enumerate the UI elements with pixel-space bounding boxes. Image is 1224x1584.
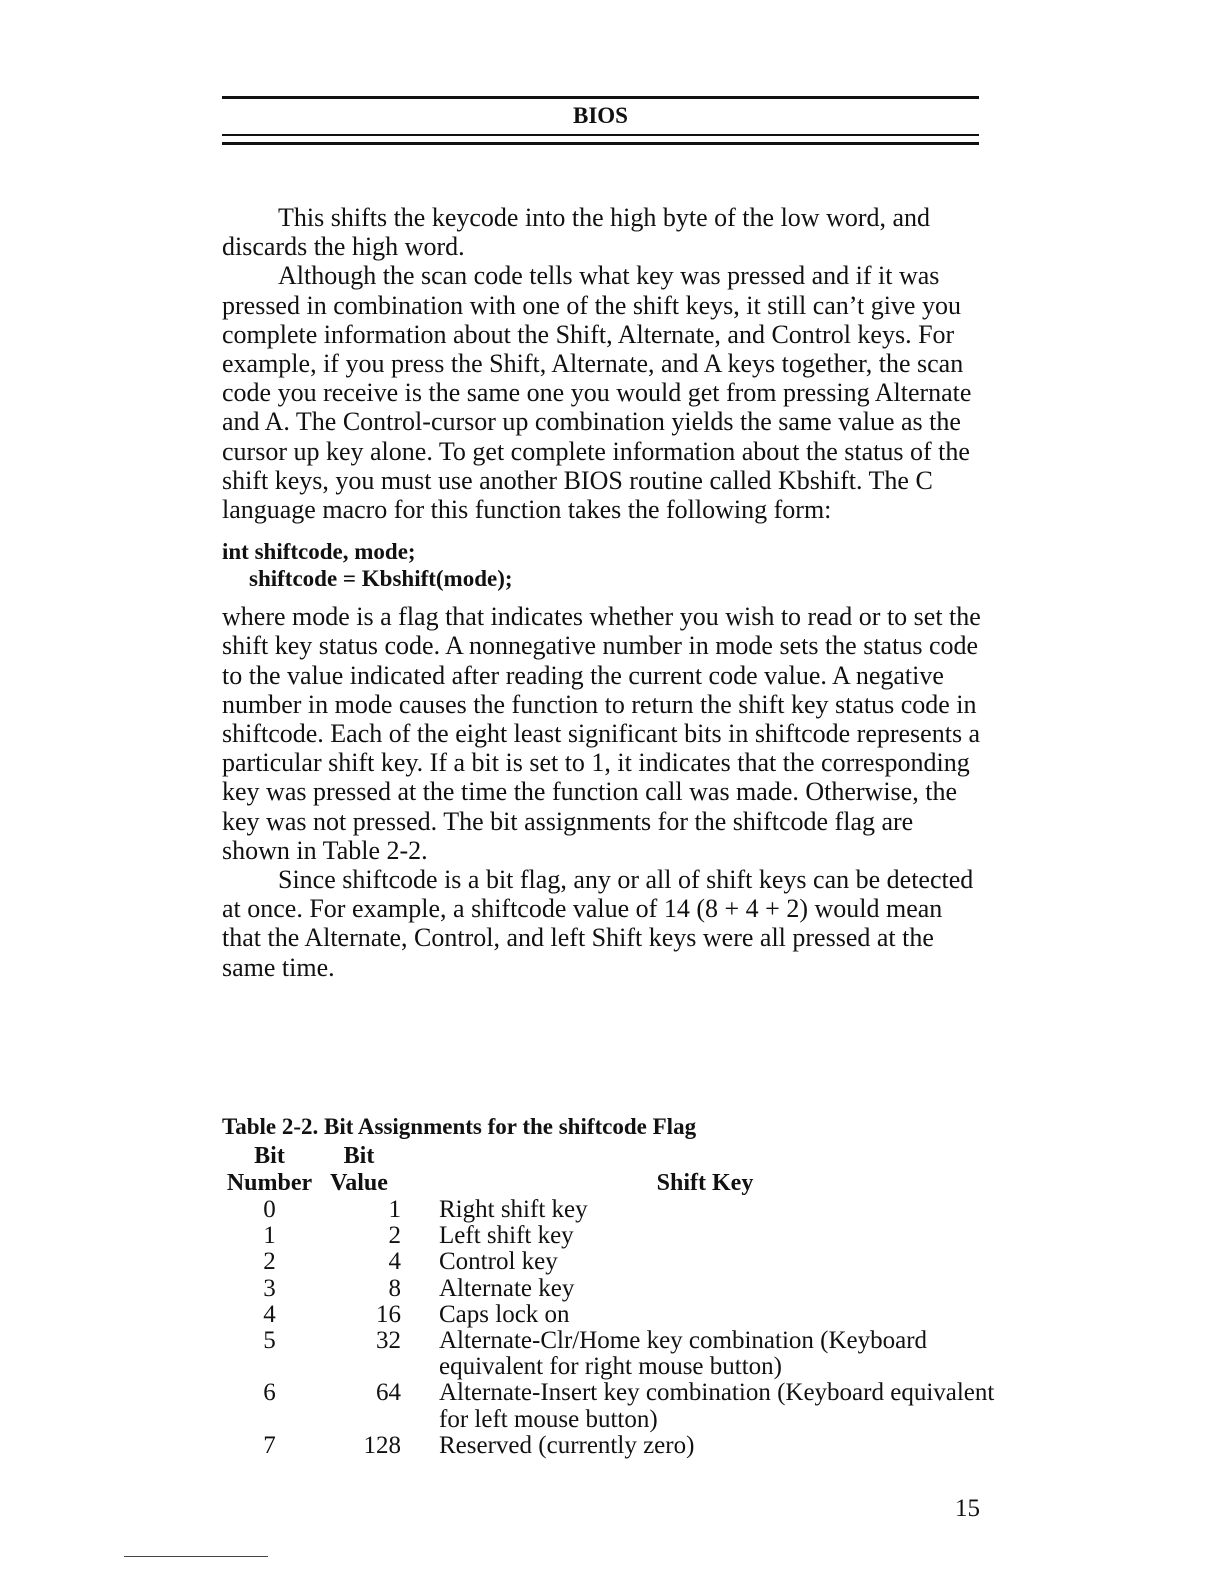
bit-number-cell: 7 — [263, 1431, 276, 1459]
body-text — [222, 203, 982, 982]
bit-value-cell: 16 — [376, 1300, 401, 1328]
header-bit-value — [317, 1143, 411, 1197]
shift-key-cell: Left shift key — [439, 1222, 574, 1250]
table-row — [222, 1197, 999, 1223]
table-row — [222, 1380, 999, 1432]
header-bit-number — [222, 1143, 317, 1197]
shift-key-cell: Alternate-Insert key combination (Keyboard equivalent for left mouse button) — [439, 1379, 995, 1433]
header-shift-key: Shift Key — [656, 1170, 754, 1196]
code-line-call: shiftcode = Kbshift(mode); — [249, 566, 513, 592]
scan-artifact-line — [124, 1556, 268, 1557]
table-header-row — [222, 1143, 999, 1197]
bit-value-cell: 64 — [376, 1379, 401, 1407]
header-rule-double-lower — [222, 142, 979, 145]
header-bit-value-line2: Value — [330, 1170, 388, 1196]
shift-key-cell: Right shift key — [439, 1196, 588, 1223]
header-rule-top — [222, 96, 979, 99]
header-rule-double-upper — [222, 134, 979, 136]
code-block — [222, 538, 982, 592]
table-row — [222, 1433, 999, 1459]
shift-key-cell: Caps lock on — [439, 1300, 570, 1328]
bit-number-cell: 1 — [263, 1222, 276, 1250]
paragraph-3: where mode is a flag that indicates whether you wish to read or to set the shift key status code. A nonnegative number in mode sets the status code to the value indicated after reading the current code value. A negative number in mode causes the function to return the shift key status code in shiftcode. Each of the eight least significant bits in shiftcode represents a particular shift key. If a bit is set to 1, it indicates that the corresponding key was pressed at the time the function call was made. Otherwise, the key was not pressed. The bit assignments for the shiftcode flag are shown in Table 2-2. — [222, 602, 981, 865]
shift-key-cell: Control key — [439, 1248, 558, 1276]
bit-number-cell: 4 — [263, 1300, 276, 1328]
running-head: BIOS — [573, 103, 628, 128]
table-row — [222, 1328, 999, 1380]
table-row — [222, 1223, 999, 1249]
bit-number-cell: 2 — [263, 1248, 276, 1276]
code-line-declaration: int shiftcode, mode; — [222, 539, 416, 565]
header-bit-number-line2: Number — [226, 1170, 313, 1196]
shift-key-cell: Alternate key — [439, 1274, 575, 1302]
table-row — [222, 1302, 999, 1328]
bit-number-cell: 0 — [263, 1196, 276, 1223]
bit-number-cell: 6 — [263, 1379, 276, 1407]
header-bit-value-line1: Bit — [343, 1143, 375, 1169]
bit-number-cell: 5 — [263, 1327, 276, 1355]
shift-key-cell: Alternate-Clr/Home key combination (Keyboard equivalent for right mouse button) — [439, 1327, 928, 1381]
table-row — [222, 1249, 999, 1275]
bit-value-cell: 1 — [388, 1196, 401, 1223]
page-number: 15 — [955, 1495, 980, 1522]
bit-assignment-table — [222, 1143, 999, 1459]
bit-value-cell: 128 — [363, 1431, 401, 1459]
paragraph-1: This shifts the keycode into the high byte of the low word, and discards the high word. — [222, 203, 931, 262]
table-row — [222, 1276, 999, 1302]
table-caption: Table 2-2. Bit Assignments for the shiftcode Flag — [222, 1114, 697, 1139]
shift-key-cell: Reserved (currently zero) — [439, 1431, 695, 1459]
paragraph-2: Although the scan code tells what key was pressed and if it was pressed in combination with one of the shift keys, it still can’t give you complete information about the Shift, Alternate, and Control keys. For example, if you press the Shift, Alternate, and A keys together, the scan code you receive is the same one you would get from pressing Alternate and A. The Control-cursor up combination yields the same value as the cursor up key alone. To get complete information about the status of the shift keys, you must use another BIOS routine called Kbshift. The C language macro for this function takes the following form: — [222, 261, 972, 525]
paragraph-4: Since shiftcode is a bit flag, any or all of shift keys can be detected at once. For example, a shiftcode value of 14 (8 + 4 + 2) would mean that the Alternate, Control, and left Shift keys were all pressed at the same time. — [222, 865, 974, 982]
bit-value-cell: 8 — [388, 1274, 401, 1302]
header-bit-number-line1: Bit — [254, 1143, 285, 1169]
bit-value-cell: 2 — [388, 1222, 401, 1250]
bit-number-cell: 3 — [263, 1274, 276, 1302]
bit-value-cell: 32 — [376, 1327, 401, 1355]
bit-value-cell: 4 — [388, 1248, 401, 1276]
